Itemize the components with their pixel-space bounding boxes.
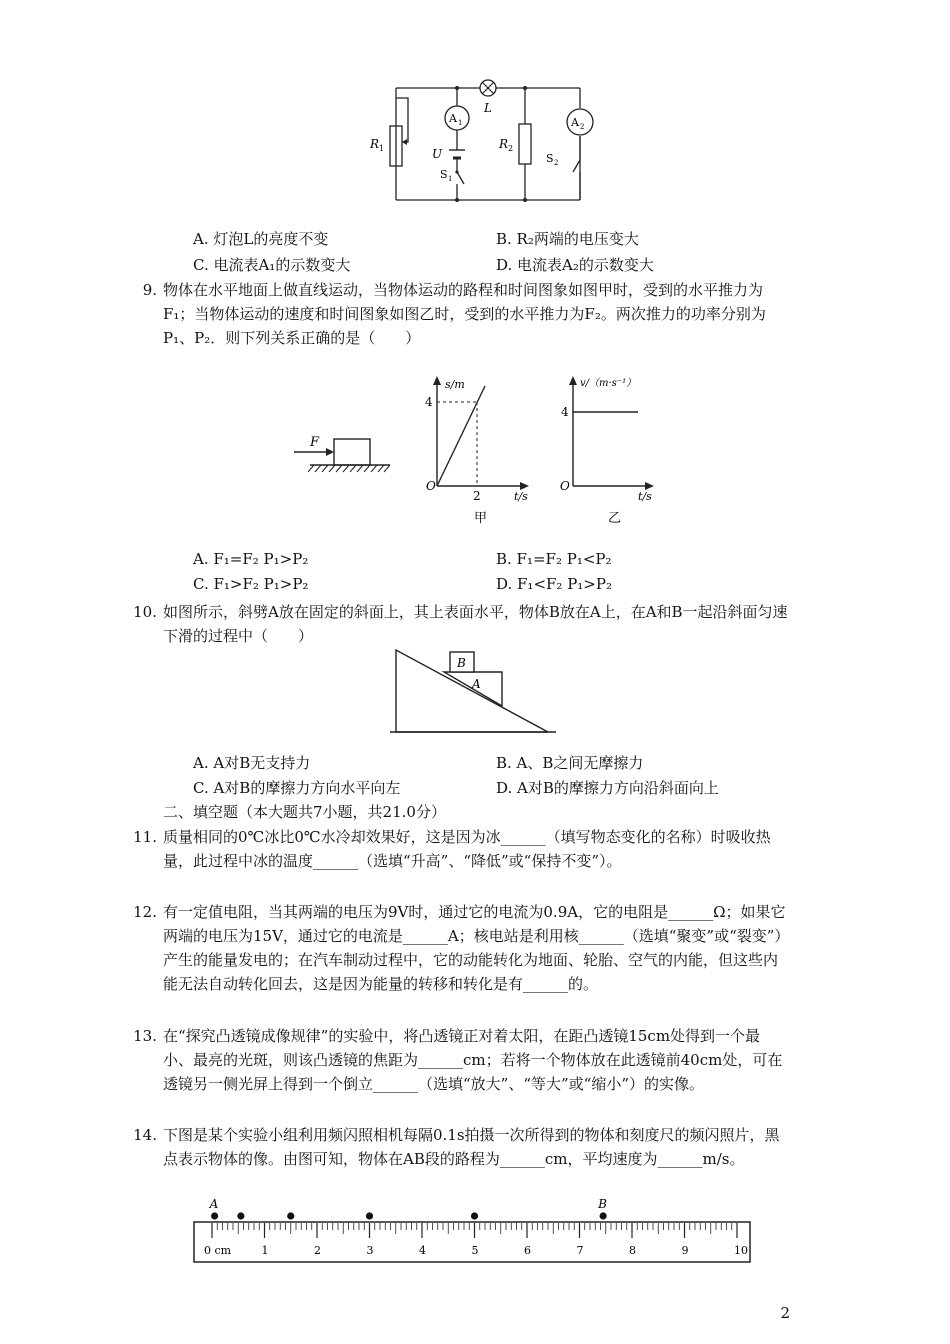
question-number: 9. <box>142 281 157 299</box>
svg-text:2: 2 <box>508 144 514 153</box>
ruler-number: 1 <box>261 1244 269 1257</box>
q10-option-b[interactable]: B. A、B之间无摩擦力 <box>496 754 644 772</box>
question-text: 物体在水平地面上做直线运动，当物体运动的路程和时间图象如图甲时，受到的水平推力为F₁；当物体运动的速度和时间图象如图乙时，受到的水平推力为F₂。两次推力的功率分别为P₁、P₂．则下列关系正确的是（ ） <box>163 281 766 347</box>
question-number: 12. <box>133 903 157 921</box>
question-12 <box>133 900 788 996</box>
svg-text:1: 1 <box>448 175 453 183</box>
switch-s1-label: S <box>440 168 448 181</box>
ruler-unit-label: 0 cm <box>204 1244 232 1257</box>
ruler-number: 7 <box>576 1244 584 1257</box>
svg-text:O: O <box>560 479 570 493</box>
force-label: F <box>310 435 320 450</box>
question-number: 10. <box>133 603 157 621</box>
object-position-dot <box>471 1212 478 1219</box>
object-position-dot <box>600 1212 607 1219</box>
svg-text:2: 2 <box>554 159 559 167</box>
graph2-xlabel: t/s <box>638 490 652 503</box>
lamp-symbol <box>480 80 496 96</box>
voltage-label: U <box>432 147 443 161</box>
graph1-x-tick: 2 <box>473 489 481 503</box>
question-text: 在“探究凸透镜成像规律”的实验中，将凸透镜正对着太阳，在距凸透镜15cm处得到一个最小、最亮的光斑，则该凸透镜的焦距为______cm；若将一个物体放在此透镜前40cm处，可在透镜另一侧光屏上得到一个倒立______（选填“放大”、“等大”或“缩小”）的实像。 <box>163 1027 783 1093</box>
graph1-xlabel: t/s <box>514 490 528 503</box>
ruler-number: 8 <box>629 1244 636 1257</box>
ruler-figure <box>190 1196 754 1268</box>
object-position-dot <box>287 1212 294 1219</box>
question-text: 有一定值电阻，当其两端的电压为9V时，通过它的电流为0.9A，它的电阻是______Ω；如果它两端的电压为15V，通过它的电流是______A；核电站是利用核______（选填“聚变”或“裂变”）产生的能量发电的；在汽车制动过程中，它的动能转化为地面、轮胎、空气的内能，但这些内能无法自动转化回去，这是因为能量的转移和转化是有______的。 <box>163 903 786 993</box>
graph2-caption: 乙 <box>608 511 622 526</box>
q10-option-a[interactable]: A. A对B无支持力 <box>193 754 311 772</box>
section-heading: 二、填空题（本大题共7小题，共21.0分） <box>163 803 446 821</box>
q8-option-d[interactable]: D. 电流表A₂的示数变大 <box>496 256 654 274</box>
ruler-number: 2 <box>314 1244 321 1257</box>
svg-text:1: 1 <box>458 119 463 127</box>
point-a-label: A <box>209 1197 219 1211</box>
q9-option-c[interactable]: C. F₁>F₂ P₁>P₂ <box>193 575 309 593</box>
svg-text:A: A <box>472 677 481 691</box>
q9-option-d[interactable]: D. F₁<F₂ P₁>P₂ <box>496 575 612 593</box>
question-11 <box>133 825 788 873</box>
graph1-caption: 甲 <box>474 511 488 526</box>
page-number: 2 <box>780 1304 790 1322</box>
question-text: 质量相同的0℃冰比0℃水冷却效果好，这是因为冰______（填写物态变化的名称）时吸收热量，此过程中冰的温度______（选填“升高”、“降低”或“保持不变”）。 <box>163 828 771 870</box>
ammeter-a1-label: A <box>449 112 457 125</box>
ruler-number: 3 <box>366 1244 374 1257</box>
motion-graphs-figure <box>290 366 662 526</box>
q10-option-d[interactable]: D. A对B的摩擦力方向沿斜面向上 <box>496 779 719 797</box>
point-b-label: B <box>598 1197 607 1211</box>
incline-wedge-figure <box>390 646 560 736</box>
question-number: 13. <box>133 1027 157 1045</box>
switch-s2-label: S <box>546 152 554 165</box>
q8-option-c[interactable]: C. 电流表A₁的示数变大 <box>193 256 351 274</box>
question-text: 如图所示，斜劈A放在固定的斜面上，其上表面水平，物体B放在A上，在A和B一起沿斜面匀速下滑的过程中（ ） <box>163 603 788 645</box>
graph2-y-tick: 4 <box>561 405 569 419</box>
q8-option-a[interactable]: A. 灯泡L的亮度不变 <box>193 230 329 248</box>
ruler-number: 6 <box>524 1244 531 1257</box>
question-number: 14. <box>133 1126 157 1144</box>
ruler-number: 4 <box>419 1244 426 1257</box>
r1-label: R <box>370 137 380 151</box>
ruler-number: 9 <box>681 1244 689 1257</box>
object-position-dot <box>211 1212 218 1219</box>
graph2-ylabel: v/（m·s⁻¹） <box>580 378 637 389</box>
q9-option-b[interactable]: B. F₁=F₂ P₁<P₂ <box>496 550 612 568</box>
question-10 <box>133 600 788 648</box>
graph1-y-tick: 4 <box>425 395 433 409</box>
question-14 <box>133 1123 788 1171</box>
svg-text:2: 2 <box>580 123 585 131</box>
q10-option-c[interactable]: C. A对B的摩擦力方向水平向左 <box>193 779 401 797</box>
ammeter-a2-label: A <box>571 116 579 129</box>
question-9 <box>142 278 788 350</box>
question-text: 下图是某个实验小组利用频闪照相机每隔0.1s拍摄一次所得到的物体和刻度尺的频闪照片，黑点表示物体的像。由图可知，物体在AB段的路程为______cm，平均速度为______m/s。 <box>163 1126 780 1168</box>
object-position-dot <box>366 1212 373 1219</box>
ruler-number: 5 <box>471 1244 479 1257</box>
ruler-number: 10 <box>734 1244 748 1257</box>
svg-text:B: B <box>457 656 466 670</box>
svg-text:O: O <box>426 479 436 493</box>
block <box>334 439 370 465</box>
circuit-diagram <box>360 72 600 212</box>
object-position-dot <box>237 1212 244 1219</box>
svg-text:1: 1 <box>379 144 385 153</box>
question-number: 11. <box>133 828 157 846</box>
r2-label: R <box>499 137 509 151</box>
question-13 <box>133 1024 788 1096</box>
graph1-ylabel: s/m <box>445 378 465 391</box>
q8-option-b[interactable]: B. R₂两端的电压变大 <box>496 230 639 248</box>
lamp-label: L <box>484 101 492 115</box>
q9-option-a[interactable]: A. F₁=F₂ P₁>P₂ <box>193 550 309 568</box>
